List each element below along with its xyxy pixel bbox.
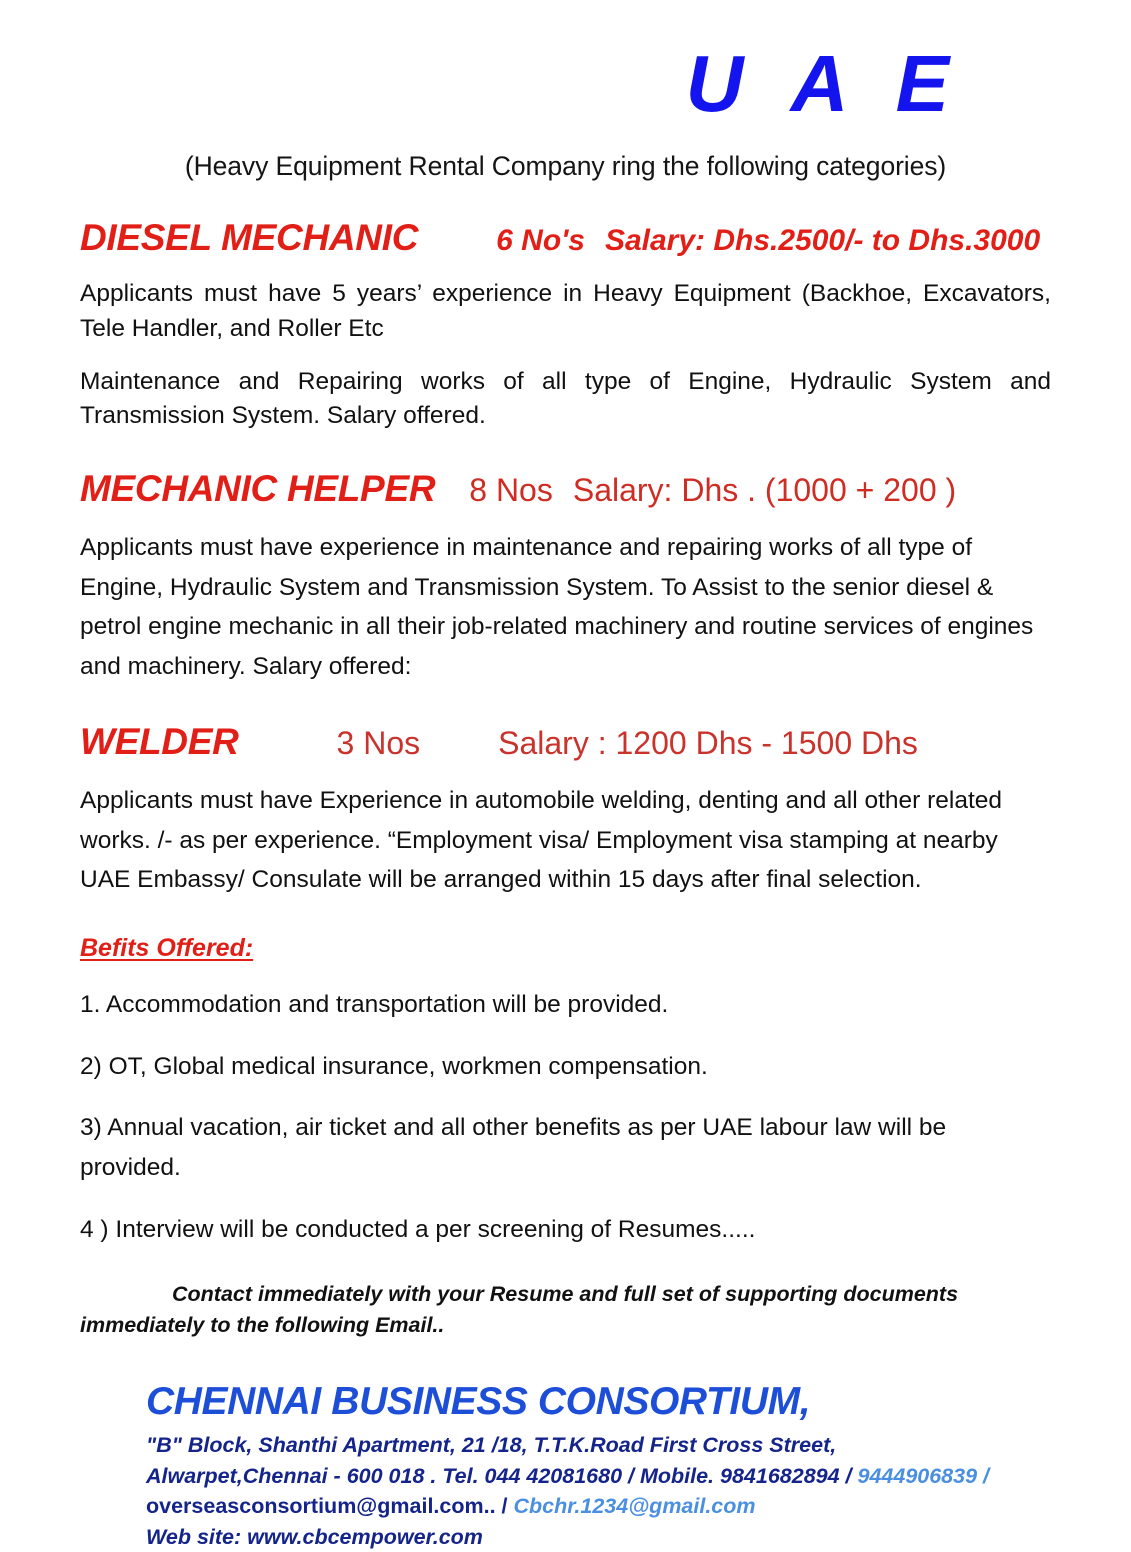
benefits-title: Befits Offered: — [80, 933, 254, 962]
job-description: Applicants must have 5 years’ experience in Heavy Equipment (Backhoe, Excavators, Tele Handler, and Roller Etc — [80, 279, 1051, 342]
job-role-title: WELDER — [80, 720, 239, 762]
page-title: U A E — [685, 39, 963, 128]
subtitle: (Heavy Equipment Rental Company ring the following categories) — [184, 151, 947, 182]
email-primary[interactable]: overseasconsortium@gmail.com.. / — [146, 1494, 514, 1519]
contact-instruction-line2: the following Email.. — [236, 1312, 445, 1337]
address-line-1: "B" Block, Shanthi Apartment, 21 /18, T.T.K.Road First Cross Street, — [146, 1433, 837, 1458]
company-name: CHENNAI BUSINESS CONSORTIUM, — [146, 1380, 811, 1424]
contact-instruction-line1: Contact immediately with your Resume and full set of supporting documents immediately to — [80, 1282, 959, 1337]
address-line-2 — [146, 1461, 1051, 1492]
job-role-title: MECHANIC HELPER — [80, 468, 436, 510]
job-salary: Salary: Dhs . (1000 + 200 ) — [572, 472, 957, 509]
email-line — [146, 1491, 1051, 1522]
benefit-item: 2) OT, Global medical insurance, workmen compensation. — [80, 1052, 708, 1080]
mobile-alt-number[interactable]: 9444906839 / — [857, 1463, 990, 1488]
job-heading-welder — [80, 721, 1051, 763]
company-address — [146, 1430, 1051, 1552]
job-salary: Salary: Dhs.2500/- to Dhs.3000 — [604, 223, 1041, 257]
job-salary: Salary : 1200 Dhs - 1500 Dhs — [498, 724, 918, 761]
job-role-title: DIESEL MECHANIC — [80, 216, 419, 258]
website-line[interactable]: Web site: www.cbcempower.com — [146, 1524, 483, 1549]
footer-contact-block — [80, 1380, 1051, 1552]
job-description-extra: Maintenance and Repairing works of all type of Engine, Hydraulic System and Transmission System. Salary offered. — [80, 367, 1051, 430]
benefit-item: 4 ) Interview will be conducted a per screening of Resumes..... — [80, 1215, 756, 1243]
contact-instruction — [80, 1279, 1051, 1340]
phone-numbers: Alwarpet,Chennai - 600 018 . Tel. 044 42081680 / Mobile. 9841682894 / — [146, 1463, 858, 1488]
job-description: Applicants must have experience in maintenance and repairing works of all type of Engine, Hydraulic System and Transmission System. To Assist to the senior diesel & petrol engine mechanic in all their job-related machinery and routine services of engines and machinery. Salary offered: — [80, 534, 1034, 681]
job-description: Applicants must have Experience in automobile welding, denting and all other related works. /- as per experience. “Employment visa/ Employment visa stamping at nearby UAE Embassy/ Consulate will be arranged within 15 days after final selection. — [80, 786, 1003, 894]
benefit-item: 3) Annual vacation, air ticket and all other benefits as per UAE labour law will be provided. — [80, 1114, 947, 1181]
job-heading-mechanic-helper — [80, 468, 1051, 510]
job-vacancy-count: 6 No's — [496, 223, 585, 257]
benefit-item: 1. Accommodation and transportation will be provided. — [80, 990, 669, 1018]
benefits-section — [80, 900, 1051, 1249]
email-secondary[interactable]: Cbchr.1234@gmail.com — [513, 1494, 756, 1519]
job-vacancy-count: 3 Nos — [336, 724, 421, 761]
job-heading-diesel-mechanic — [80, 217, 1051, 259]
job-vacancy-count: 8 Nos — [469, 472, 553, 509]
